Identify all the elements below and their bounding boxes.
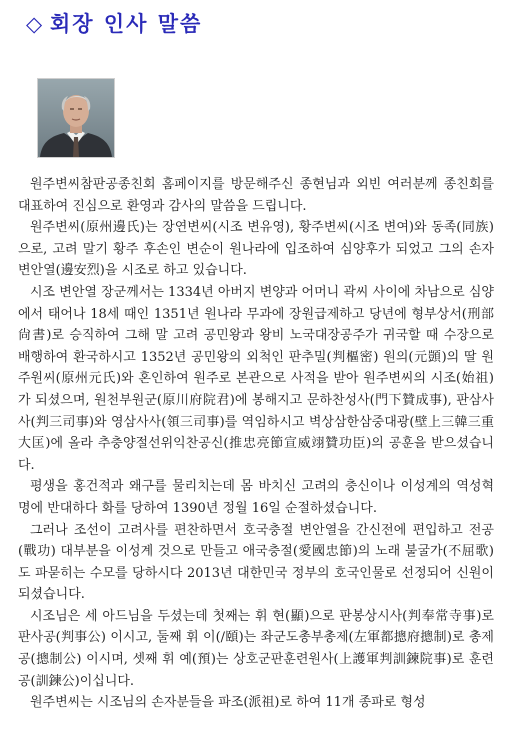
greeting-paragraph: 시조님은 세 아드님을 두셨는데 첫째는 휘 현(顯)으로 판봉상시사(判奉常寺事)로 판사공(判事公) 이시고, 둘째 휘 이(/頤)는 좌군도총부총제(左軍都摠府摠制)로 총제공(摠制公) 이시며, 셋째 휘 예(預)는 상호군판훈련원사(上護軍判訓鍊院事)로 훈련공(訓鍊公)이십니다. xyxy=(18,608,494,689)
page-title xyxy=(26,8,202,38)
greeting-paragraph: 원주변씨는 시조님의 손자분들을 파조(派祖)로 하여 11개 종파로 형성 xyxy=(30,695,426,711)
greeting-paragraph: 시조 변안열 장군께서는 1334년 아버지 변양과 어머니 곽씨 사이에 차남으로 심양에서 태어나 18세 때인 1351년 원나라 무과에 장원급제하고 당년에 형부상서(刑部尙書)로 승직하여 그해 말 고려 공민왕과 왕비 노국대장공주가 귀국할 때 수장으로 배행하여 환국하시고 1352년 공민왕의 외척인 판추밀(判樞密) 원의(元顗)의 딸 원주원씨(原州元氏)와 혼인하여 원주로 본관으로 사적을 받아 원주변씨의 시조(始祖)가 되셨으며, 원천부원군(原川府院君)에 봉해지고 문하찬성사(門下贊成事), 판삼사사(判三司事)와 영삼사사(領三司事)를 역임하시고 벽상삼한삼중대광(壁上三韓三重大匡)에 올라 추충양절선위익찬공신(推忠亮節宣威翊贊功臣)의 공훈을 받으셨습니다. xyxy=(18,284,494,473)
greeting-paragraph: 원주변씨참판공종친회 홈페이지를 방문해주신 종현님과 외빈 여러분께 종친회를 대표하여 진심으로 환영과 감사의 말씀을 드립니다. xyxy=(18,177,494,214)
chairman-portrait-image xyxy=(38,79,114,157)
greeting-body xyxy=(18,174,494,714)
greeting-paragraph: 원주변씨(原州邊氏)는 장연변씨(시조 변유영), 황주변씨(시조 변여)와 동족(同族)으로, 고려 말기 황주 후손인 변순이 원나라에 입조하여 심양후가 되었고 그의 손자 변안열(邊安烈)을 시조로 하고 있습니다. xyxy=(18,220,494,279)
greeting-paragraph: 그러나 조선이 고려사를 편찬하면서 호국충절 변안열을 간신전에 편입하고 전공(戰功) 대부분을 이성계 것으로 만들고 애국충절(愛國忠節)의 노래 불굴가(不屈歌)도 파묻히는 수모를 당하시다 2013년 대한민국 정부의 호국인물로 선정되어 신원이 되셨습니다. xyxy=(18,522,494,603)
chairman-photo xyxy=(37,78,115,158)
diamond-icon: ◇ xyxy=(26,12,45,36)
page-title-text: 회장 인사 말씀 xyxy=(50,12,203,36)
greeting-paragraph: 평생을 홍건적과 왜구를 물리치는데 몸 바치신 고려의 충신이나 이성계의 역성혁명에 반대하다 화를 당하여 1390년 정월 16일 순절하셨습니다. xyxy=(18,479,494,516)
